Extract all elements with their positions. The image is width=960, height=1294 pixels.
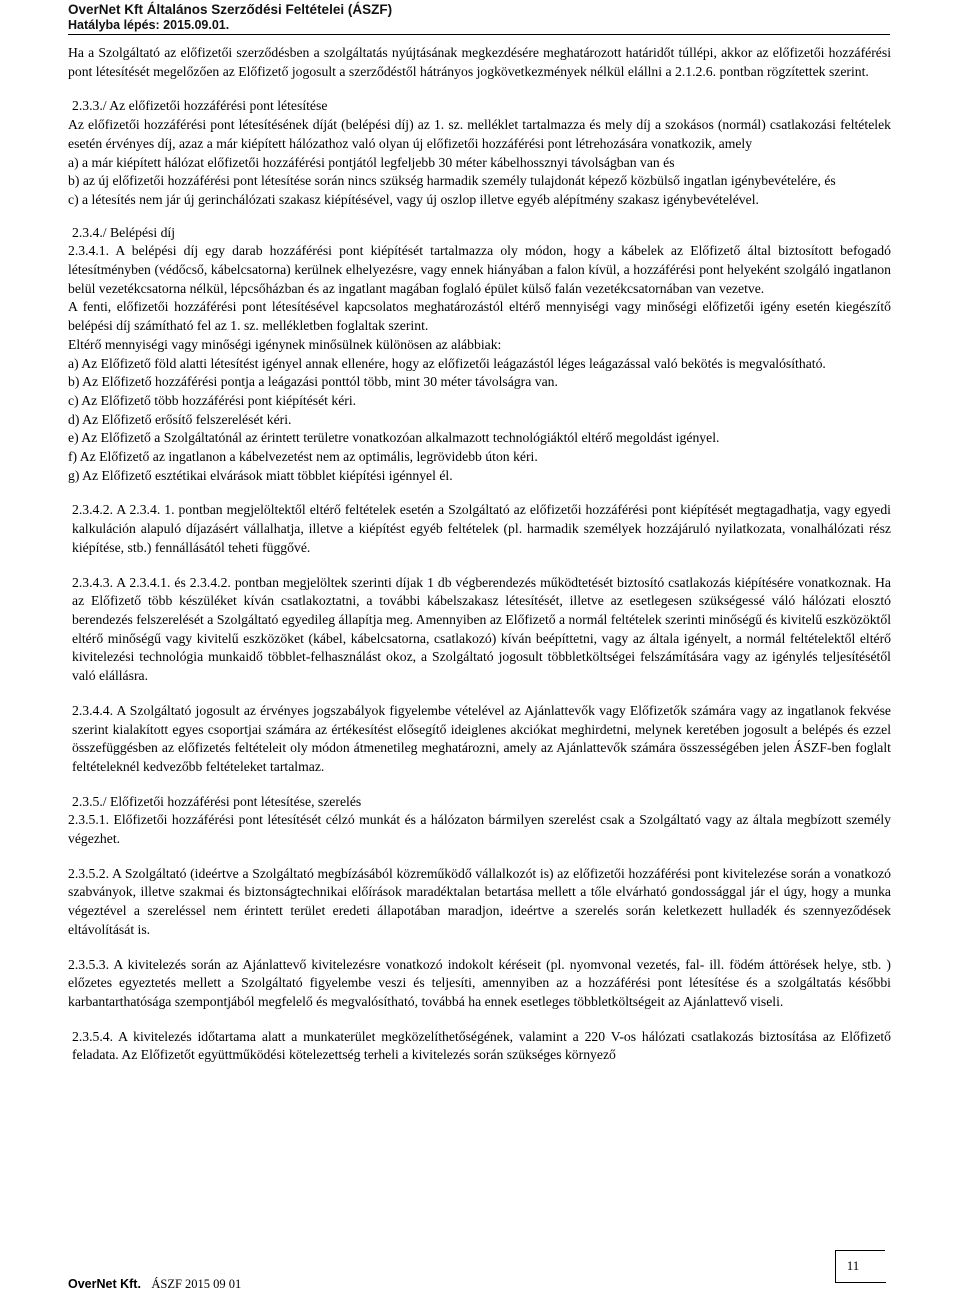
footer-doc-id: ÁSZF 2015 09 01 xyxy=(151,1277,242,1291)
list-item-2-3-4-1-d: d) Az Előfizető erősítő felszerelését kéri. xyxy=(68,411,292,427)
section-heading-2-3-3: 2.3.3./ Az előfizetői hozzáférési pont létesítése xyxy=(72,98,328,114)
list-item-2-3-4-1-a: a) Az Előfizető föld alatti létesítést igényel annak ellenére, hogy az előfizetői leágazástól léges leágazással való bekötés is megvalósítható. xyxy=(68,355,826,371)
page-number: 11 xyxy=(846,1258,860,1273)
paragraph-2-3-5-3: 2.3.5.3. A kivitelezés során az Ajánlattevő kivitelezésre vonatkozó indokolt kéréseit (pl. nyomvonal vezetés, fal- ill. födém áttörések helye, stb. ) előzetes egyeztetés mellett a Szolgáltató figyelembe veszi és teljesíti, amennyiben az a hozzáférési pont létesítése és a szolgáltatás későbbi karbantarthatósága szempontjából megfelelő és megvalósítható, továbbá ha ennek esetleges többletköltségeit az Ajánlattevő viseli. xyxy=(68,956,891,1009)
list-item-2-3-4-1-g: g) Az Előfizető esztétikai elvárások miatt többlet kiépítési igénnyel él. xyxy=(68,467,453,483)
paragraph-2-3-5-1: 2.3.5.1. Előfizetői hozzáférési pont létesítését célzó munkát és a hálózaton bármilyen szerelést csak a Szolgáltató vagy az általa megbízott személy végezhet. xyxy=(68,812,891,847)
paragraph-2-3-4-1-b: A fenti, előfizetői hozzáférési pont létesítésével kapcsolatos meghatározástól eltérő mennyiségi vagy minőségi előfizetői igény esetén kiegészítő belépési díj számítható fel az 1. sz. mellékletben foglaltak szerint. xyxy=(68,299,891,334)
list-item-2-3-4-1-f: f) Az Előfizető az ingatlanon a kábelvezetést nem az optimális, legrövidebb úton kéri. xyxy=(68,449,538,465)
list-item-2-3-4-1-e: e) Az Előfizető a Szolgáltatónál az érintett területre vonatkozóan alkalmazott technológiáktól eltérő megoldást igényel. xyxy=(68,430,720,446)
paragraph-2-3-4-1-c: Eltérő mennyiségi vagy minőségi igénynek minősülnek különösen az alábbiak: xyxy=(68,336,502,352)
list-item-2-3-3-a: a) a már kiépített hálózat előfizetői hozzáférési pontjától legfeljebb 30 méter kábelhossznyi távolságban van és xyxy=(68,154,675,170)
list-item-2-3-3-c: c) a létesítés nem jár új gerinchálózati szakasz kiépítésével, vagy új oszlop illetve egyéb alépítmény szakasz igénybevételével. xyxy=(68,191,759,207)
paragraph-2-3-4-4: 2.3.4.4. A Szolgáltató jogosult az érvényes jogszabályok figyelembe vételével az Ajánlattevők vagy Előfizetők számára vagy az ingatlanok fekvése szerint kialakított egyes csoportjai számára az értékesítést elősegítő ideiglenes akciókat meghirdetni, melynek keretében jogosult a belépés és ezzel összefüggésben az előfizetés feltételeit oly módon átmenetileg meghatározni, amely az Ajánlattevők számára összességében jelen ÁSZF-ben foglalt feltételeknél kedvezőbb feltételeket tartalmaz. xyxy=(72,702,891,774)
paragraph-intro: Ha a Szolgáltató az előfizetői szerződésben a szolgáltatás nyújtásának megkezdésére meghatározott határidőt túllépi, akkor az előfizetői hozzáférési pont létesítését megelőzően az Előfizető jogosult a szerződéstől hátrányos jogkövetkezmények nélkül elállni a 2.1.2.6. pontban rögzítettek szerint. xyxy=(68,45,891,79)
paragraph-2-3-3: Az előfizetői hozzáférési pont létesítésének díját (belépési díj) az 1. sz. melléklet tartalmazza és mely díj a szokásos (normál) csatlakozási feltételek esetén érvényes díj, azaz a már kiépített hálózathoz való olyan új előfizetői hozzáférési pont létrehozására vonatkozik, amely xyxy=(68,117,891,151)
page-header xyxy=(68,0,890,35)
section-heading-2-3-4: 2.3.4./ Belépési díj xyxy=(72,224,176,240)
list-item-2-3-4-1-b: b) Az Előfizető hozzáférési pontja a leágazási ponttól több, mint 30 méter távolságra van. xyxy=(68,374,558,390)
paragraph-2-3-5-2: 2.3.5.2. A Szolgáltató (ideértve a Szolgáltató megbízásából közreműködő vállalkozót is) az előfizetői hozzáférési pont kivitelezése során a vonatkozó szabványok, illetve szakmai és biztonságtechnikai előírások maradéktalan betartása mellett a tőle elvárható gondossággal jár el úgy, hogy a munka végeztével a szereléssel nem érintett terület eredeti állapotában maradjon, ideértve a szerelés során keletkezett hulladék és szennyeződések eltávolítását is. xyxy=(68,865,891,937)
paragraph-2-3-4-2: 2.3.4.2. A 2.3.4. 1. pontban megjelöltektől eltérő feltételek esetén a Szolgáltató az előfizetői hozzáférési pont kiépítését megtagadhatja, vagy egyedi kalkuláción alapuló díjazásért vállalhatja, illetve a kiépítést egyéb feltételek (pl. harmadik személyek hozzájáruló nyilatkozata, vonalhálózati rész kiépítése, stb.) fennállásától teheti függővé. xyxy=(72,502,891,555)
page-footer xyxy=(68,1277,241,1292)
footer-brand: OverNet Kft. xyxy=(68,1277,141,1291)
list-item-2-3-4-1-c: c) Az Előfizető több hozzáférési pont kiépítését kéri. xyxy=(68,392,357,408)
list-item-2-3-3-b: b) az új előfizetői hozzáférési pont létesítése során nincs szükség harmadik személy tulajdonát képező közbülső ingatlan igénybevételére, és xyxy=(68,173,836,189)
paragraph-2-3-4-1: 2.3.4.1. A belépési díj egy darab hozzáférési pont kiépítését tartalmazza oly módon, hogy a kábelek az Előfizető által biztosított befogadó létesítményben (védőcső, kábelcsatorna) kerülnek elhelyezésre, vagy ennek hiányában a falon kívül, a hozzáférési pont helyeként szolgáló ingatlanon belül vezetékcsatorna nélkül, lépcsőházban és az ingatlant magában foglaló épület külső falán vezetékcsatornában van vezetve. xyxy=(68,243,891,296)
header-title: OverNet Kft Általános Szerződési Feltételei (ÁSZF) xyxy=(68,2,393,17)
paragraph-2-3-4-3: 2.3.4.3. A 2.3.4.1. és 2.3.4.2. pontban megjelöltek szerinti díjak 1 db végberendezés működtetését biztosító csatlakozás kiépítésére vonatkoznak. Ha az Előfizető több készüléket kíván csatlakoztatni, a további kábelszakasz létesítését, illetve az esetlegesen szükségessé váló hálózati elosztó berendezés felszerelését a Szolgáltató egyedileg állapítja meg. Amennyiben az Előfizető a normál feltételek szerinti minőségű és kivitelű eszközöktől eltérő minőségű vagy kivitelű eszközöket (kábel, kábelcsatorna, csatlakozó) kíván beépíttetni, vagy az általa igényelt, a normál feltételektől eltérő kivitelezési technológia munkaidő többlet-felhasználást okoz, a Szolgáltató jogosult többletköltségei felszámítására vagy az igénylés teljesítésétől való elállásra. xyxy=(72,574,891,684)
document-body xyxy=(68,44,891,1065)
header-effective-date: Hatályba lépés: 2015.09.01. xyxy=(68,18,230,32)
section-heading-2-3-5: 2.3.5./ Előfizetői hozzáférési pont létesítése, szerelés xyxy=(72,793,362,809)
paragraph-2-3-5-4: 2.3.5.4. A kivitelezés időtartama alatt a munkaterület megközelíthetőségének, valamint a 220 V-os hálózati csatlakozás biztosítása az Előfizető feladata. Az Előfizetőt együttműködési kötelezettség terheli a kivitelezés során szükséges környező xyxy=(72,1028,891,1063)
